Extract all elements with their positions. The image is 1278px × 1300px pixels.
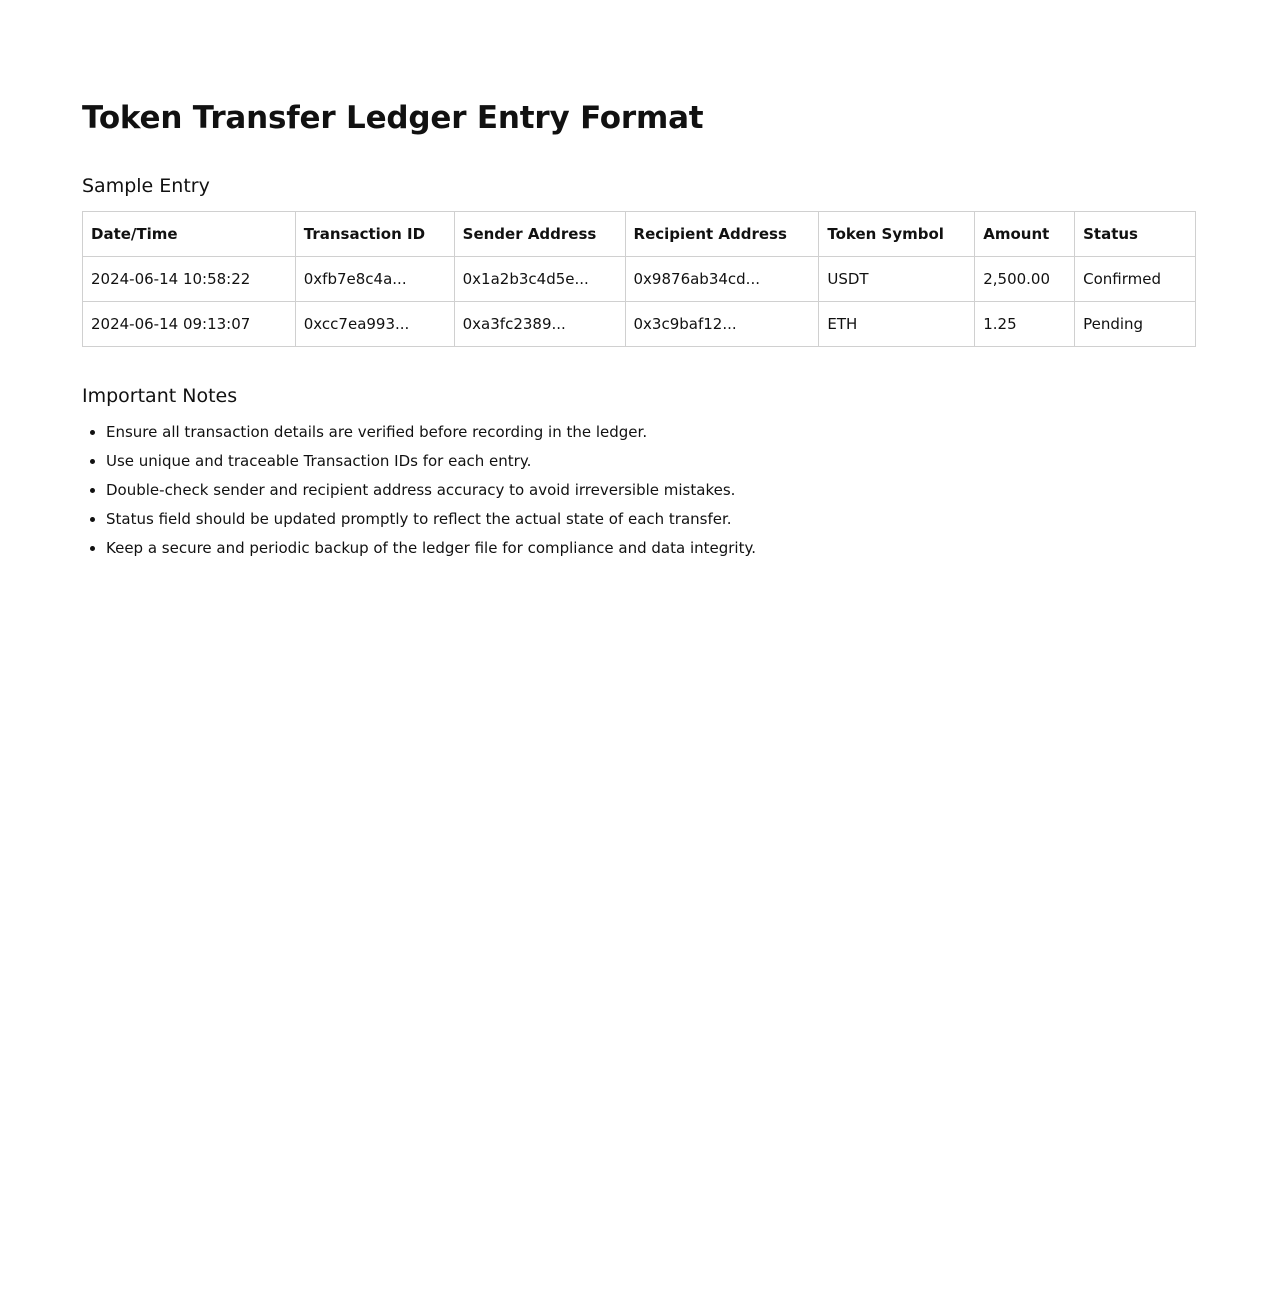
- column-header-status: Status: [1075, 212, 1196, 257]
- table-row: [83, 257, 1196, 302]
- cell-transaction-id: 0xcc7ea993...: [295, 302, 454, 347]
- column-header-recipient-address: Recipient Address: [625, 212, 819, 257]
- column-header-amount: Amount: [975, 212, 1075, 257]
- cell-datetime: 2024-06-14 10:58:22: [83, 257, 296, 302]
- sample-entry-heading: Sample Entry: [82, 175, 210, 197]
- list-item: • Use unique and traceable Transaction IDs for each entry.: [106, 447, 756, 476]
- cell-amount: 2,500.00: [975, 257, 1075, 302]
- column-header-datetime: Date/Time: [83, 212, 296, 257]
- column-header-transaction-id: Transaction ID: [295, 212, 454, 257]
- notes-list: [82, 418, 756, 563]
- ledger-table: [82, 211, 1196, 347]
- cell-recipient-address: 0x9876ab34cd...: [625, 257, 819, 302]
- column-header-token-symbol: Token Symbol: [819, 212, 975, 257]
- cell-transaction-id: 0xfb7e8c4a...: [295, 257, 454, 302]
- cell-sender-address: 0x1a2b3c4d5e...: [454, 257, 625, 302]
- cell-amount: 1.25: [975, 302, 1075, 347]
- page-title: Token Transfer Ledger Entry Format: [82, 100, 704, 136]
- cell-token-symbol: USDT: [819, 257, 975, 302]
- cell-sender-address: 0xa3fc2389...: [454, 302, 625, 347]
- table-header-row: [83, 212, 1196, 257]
- list-item: • Double-check sender and recipient address accuracy to avoid irreversible mistakes.: [106, 476, 756, 505]
- column-header-sender-address: Sender Address: [454, 212, 625, 257]
- list-item: • Status field should be updated promptly to reflect the actual state of each transfer.: [106, 505, 756, 534]
- table-row: [83, 302, 1196, 347]
- cell-status: Pending: [1075, 302, 1196, 347]
- cell-datetime: 2024-06-14 09:13:07: [83, 302, 296, 347]
- cell-token-symbol: ETH: [819, 302, 975, 347]
- list-item: • Ensure all transaction details are verified before recording in the ledger.: [106, 418, 756, 447]
- cell-status: Confirmed: [1075, 257, 1196, 302]
- important-notes-heading: Important Notes: [82, 385, 238, 407]
- cell-recipient-address: 0x3c9baf12...: [625, 302, 819, 347]
- list-item: • Keep a secure and periodic backup of the ledger file for compliance and data integrity.: [106, 534, 756, 563]
